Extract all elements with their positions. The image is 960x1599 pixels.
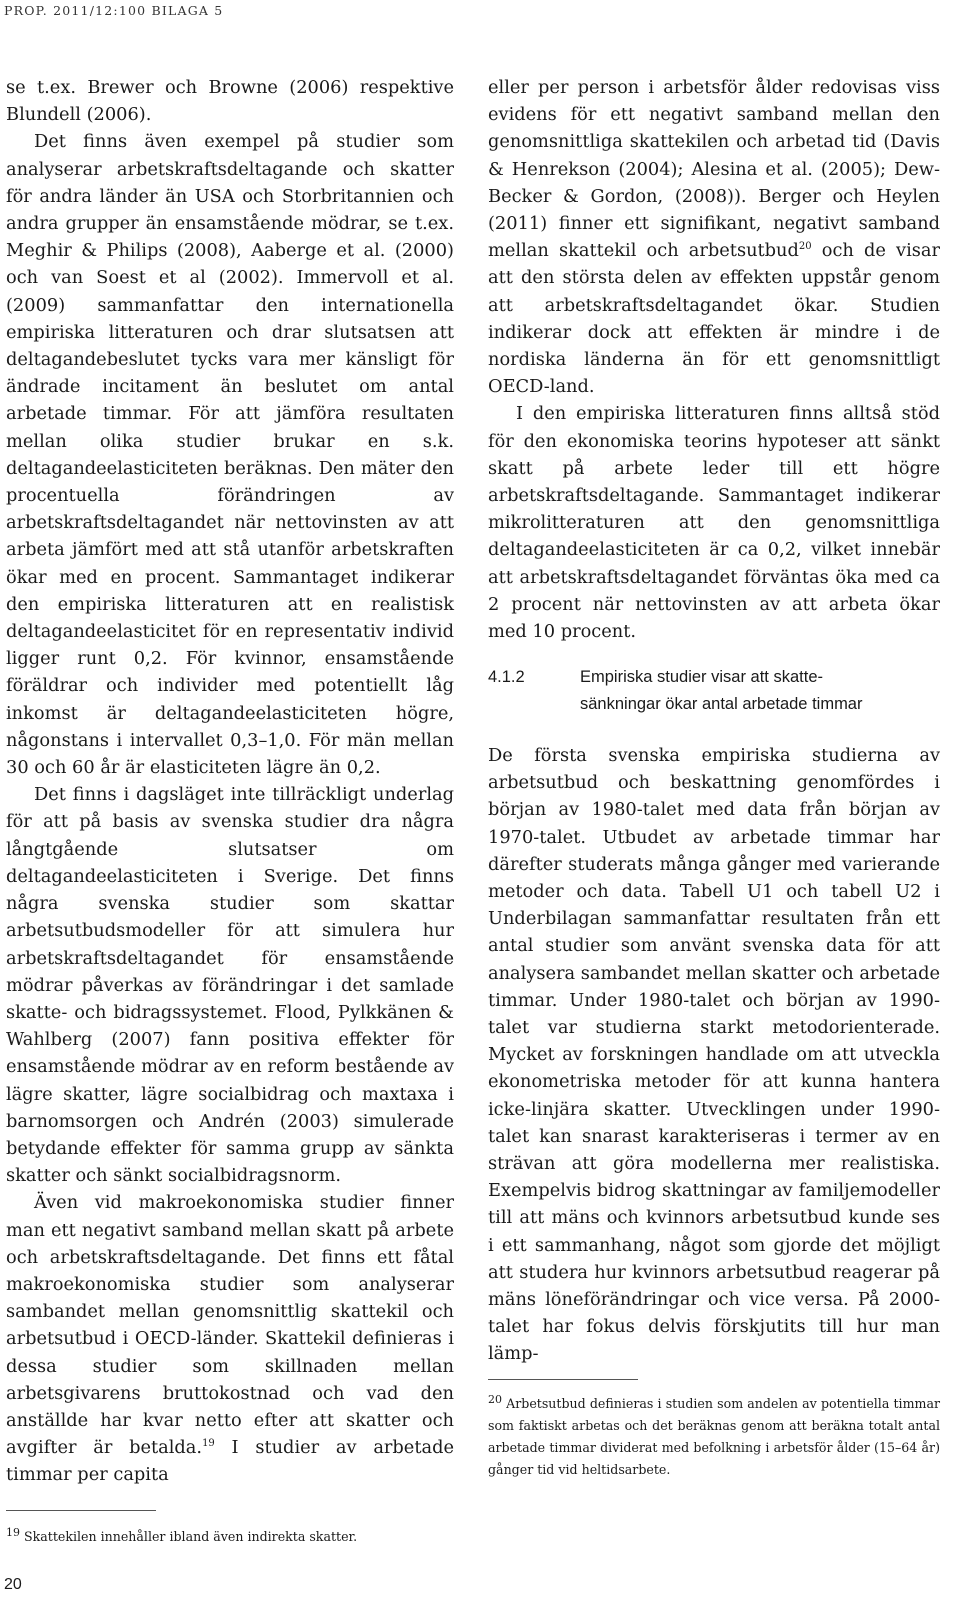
right-column-section xyxy=(488,742,940,1368)
footnote-19 xyxy=(6,1526,454,1548)
section-heading xyxy=(488,664,940,718)
footnote-number: 20 xyxy=(488,1392,502,1406)
footnote-text: Arbetsutbud definieras i studien som andelen av potentiella timmar som faktiskt arbetas och det beräknas genom att beräkna totalt antal arbetade timmar dividerat med befolkning i arbetsför ålder (15–64 år) gånger tid vid heltidsarbete. xyxy=(488,1396,940,1477)
footnote-ref-19: 19 xyxy=(202,1438,215,1450)
page-number: 20 xyxy=(4,1576,22,1593)
footnote-number: 19 xyxy=(6,1525,20,1539)
paragraph: I den empiriska litteraturen finns alltså stöd för den ekonomiska teorins hypoteser att sänkt skatt på arbete leder till ett högre arbetskraftsdeltagande. Sammantaget indikerar mikrolitteraturen att den genomsnittliga deltagandeelasticiteten är ca 0,2, vilket innebär att arbetskraftsdeltagandet förväntas öka med ca 2 procent när nettovinsten av att arbeta ökar med 10 procent. xyxy=(488,403,940,643)
footnote-text: Skattekilen innehåller ibland även indirekta skatter. xyxy=(20,1529,358,1544)
paragraph xyxy=(6,1189,454,1488)
paragraph: Det finns även exempel på studier som analyserar arbetskraftsdeltagande och skatter för andra länder än USA och Storbritannien och andra grupper än ensamstående mödrar, se t.ex. Meghir & Philips (2008), Aaberge et al. (2000) och van Soest et al (2002). Immervoll et al. (2009) sammanfattar den internationella empiriska litteraturen och drar slutsatsen att deltagandebeslutet tycks vara mer känsligt för ändrade incitament än beslutet om antal arbetade timmar. För att jämföra resultaten mellan olika studier brukar en s.k. deltagandeelasticiteten beräknas. Den mäter den procentuella förändringen av arbetskraftsdeltagandet när nettovinsten av att arbeta jämfört med att stå utanför arbetskraften ökar med en procent. Sammantaget indikerar den empiriska litteraturen att en realistisk deltagandeelasticitet för en representativ individ ligger runt 0,2. För kvinnor, ensamstående föräldrar och individer med potentiellt låg inkomst är deltagandeelasticiteten högre, någonstans i intervallet 0,3–1,0. För män mellan 30 och 60 år är elasticiteten lägre än 0,2. xyxy=(6,131,454,779)
left-column xyxy=(6,74,454,1489)
paragraph: Det finns i dagsläget inte tillräckligt underlag för att på basis av svenska studier dra några långtgående slutsatser om deltagandeelasticiteten i Sverige. Det finns några svenska studier som skattar arbetsutbudsmodeller för att simulera hur arbetskraftsdeltagandet för ensamstående mödrar påverkas av förändringar i det samlade skatte- och bidragssystemet. Flood, Pylkkänen & Wahlberg (2007) fann positiva effekter för ensamstående mödrar av en reform bestående av lägre skatter, lägre socialbidrag och maxtaxa i barnomsorgen och Andrén (2003) simulerade betydande effekter för samma grupp av sänkta skatter och sänkt socialbidragsnorm. xyxy=(6,784,454,1187)
paragraph-text: I studier av arbetade timmar per capita xyxy=(6,1437,454,1486)
footnote-ref-20: 20 xyxy=(798,241,812,253)
paragraph-text: och de visar att den största delen av effekten uppstår genom att arbetskraftsdeltagandet ökar. Studien indikerar dock att effekten är mindre i de nordiska länderna än för ett genomsnittligt OECD-land. xyxy=(488,240,941,398)
paragraph xyxy=(488,74,940,400)
footnote-rule xyxy=(488,1379,638,1380)
section-title-line-1: Empiriska studier visar att skatte- xyxy=(580,668,823,686)
right-column xyxy=(488,74,940,645)
footnote-20 xyxy=(488,1393,940,1481)
paragraph: De första svenska empiriska studierna av arbetsutbud och beskattning genomfördes i början av 1980-talet med data från början av 1970-talet. Utbudet av arbetade timmar har därefter studerats många gånger med varierande metoder och data. Tabell U1 och tabell U2 i Underbilagan sammanfattar resultaten från ett antal studier som använt svenska data för att analysera sambandet mellan skatter och arbetade timmar. Under 1980-talet och början av 1990-talet var studierna starkt metodorienterade. Mycket av forskningen handlade om att utveckla ekonometriska metoder för att kunna hantera icke-linjära skatter. Utvecklingen under 1990-talet kan snarast karakteriseras i termer av en strävan att göra modellerna mer realistiska. Exempelvis bidrog skattningar av familjemodeller till att mäns och kvinnors arbetsutbud kunde ses i ett sammanhang, något som gjorde det möjligt att studera hur kvinnors arbetsutbud reagerar på mäns löneförändringar och vice versa. På 2000-talet har fokus delvis förskjutits till hur man lämp- xyxy=(488,745,940,1365)
section-number: 4.1.2 xyxy=(488,668,525,686)
running-header: PROP. 2011/12:100 BILAGA 5 xyxy=(4,3,224,18)
paragraph-text: eller per person i arbetsför ålder redovisas viss evidens för ett negativt samband mellan den genomsnittliga skattekilen och arbetad tid (Davis & Henrekson (2004); Alesina et al. (2005); Dew-Becker & Gordon, (2008)). Berger och Heylen (2011) finner ett signifikant, negativt samband mellan skattekil och arbetsutbud xyxy=(488,77,940,262)
section-title-line-2: sänkningar ökar antal arbetade timmar xyxy=(580,695,863,713)
paragraph-text: Även vid makroekonomiska studier finner man ett negativt samband mellan skatt på arbete och arbetskraftsdeltagande. Det finns ett fåtal makroekonomiska studier som analyserar sambandet mellan genomsnittlig skattekil och arbetsutbud i OECD-länder. Skattekil definieras i dessa studier som skillnaden mellan arbetsgivarens bruttokostnad och vad den anställde har kvar netto efter att skatter och avgifter är betalda. xyxy=(6,1192,454,1459)
paragraph: se t.ex. Brewer och Browne (2006) respektive Blundell (2006). xyxy=(6,77,454,126)
footnote-rule xyxy=(6,1510,156,1511)
